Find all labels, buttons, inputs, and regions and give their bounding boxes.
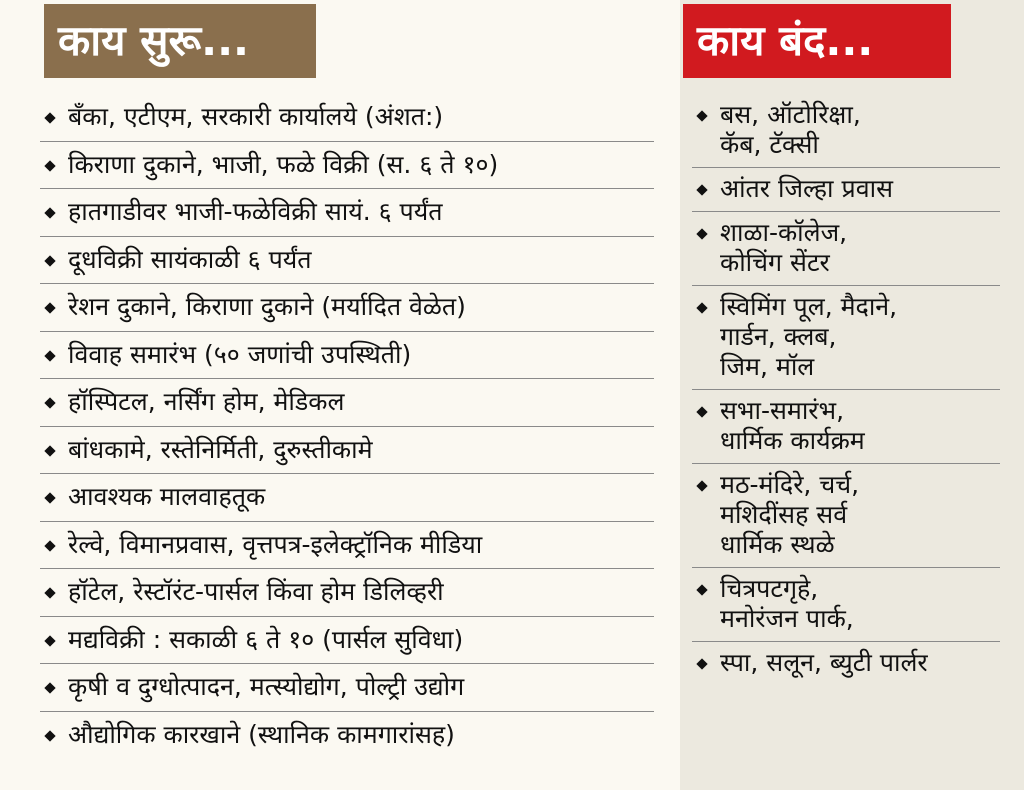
closed-item-text: स्पा, सलून, ब्युटी पार्लर — [720, 648, 928, 677]
diamond-bullet-icon — [44, 207, 55, 218]
open-list-item — [40, 522, 654, 570]
open-item-text: विवाह समारंभ (५० जणांची उपस्थिती) — [68, 339, 412, 369]
closed-heading: काय बंद... — [683, 4, 951, 78]
open-list-item — [40, 569, 654, 617]
open-item-text: हातगाडीवर भाजी-फळेविक्री सायं. ६ पर्यंत — [68, 197, 443, 226]
open-list-item — [40, 332, 654, 380]
diamond-bullet-icon — [44, 445, 55, 456]
open-list-item — [40, 237, 654, 285]
open-item-text: रेशन दुकाने, किराणा दुकाने (मर्यादित वेळेत) — [68, 292, 466, 321]
open-item-text: हॉटेल, रेस्टॉरंट-पार्सल किंवा होम डिलिव्हरी — [68, 577, 444, 606]
diamond-bullet-icon — [696, 406, 707, 417]
open-list — [40, 94, 654, 759]
open-item-text: कृषी व दुग्धोत्पादन, मत्स्योद्योग, पोल्ट्री उद्योग — [68, 672, 465, 701]
diamond-bullet-icon — [44, 635, 55, 646]
closed-list-item — [692, 212, 1000, 286]
open-item-text: किराणा दुकाने, भाजी, फळे विक्री (स. ६ ते १०) — [68, 149, 499, 179]
open-item-text: औद्योगिक कारखाने (स्थानिक कामगारांसह) — [68, 719, 455, 749]
diamond-bullet-icon — [44, 492, 55, 503]
closed-item-text: चित्रपटगृहे, मनोरंजन पार्क, — [720, 574, 854, 633]
open-list-item — [40, 284, 654, 332]
closed-list-item — [692, 94, 1000, 168]
diamond-bullet-icon — [44, 160, 55, 171]
diamond-bullet-icon — [696, 584, 707, 595]
open-list-item — [40, 664, 654, 712]
open-list-item — [40, 94, 654, 142]
diamond-bullet-icon — [696, 110, 707, 121]
closed-list-item — [692, 168, 1000, 212]
diamond-bullet-icon — [696, 184, 707, 195]
open-list-item — [40, 379, 654, 427]
diamond-bullet-icon — [44, 397, 55, 408]
closed-item-text: स्विमिंग पूल, मैदाने, गार्डन, क्लब, जिम, मॉल — [720, 292, 898, 381]
open-list-item — [40, 427, 654, 475]
diamond-bullet-icon — [696, 228, 707, 239]
closed-list-item — [692, 568, 1000, 642]
diamond-bullet-icon — [44, 350, 55, 361]
diamond-bullet-icon — [44, 255, 55, 266]
diamond-bullet-icon — [696, 302, 707, 313]
closed-item-text: बस, ऑटोरिक्षा, कॅब, टॅक्सी — [720, 100, 861, 159]
open-item-text: दूधविक्री सायंकाळी ६ पर्यंत — [68, 244, 312, 274]
closed-item-text: आंतर जिल्हा प्रवास — [720, 174, 893, 203]
closed-item-text: मठ-मंदिरे, चर्च, मशिदींसह सर्व धार्मिक स्थळे — [720, 470, 860, 559]
diamond-bullet-icon — [44, 540, 55, 551]
closed-list-item — [692, 390, 1000, 464]
open-list-item — [40, 617, 654, 665]
open-list-item — [40, 189, 654, 237]
diamond-bullet-icon — [696, 480, 707, 491]
closed-item-text: सभा-समारंभ, धार्मिक कार्यक्रम — [720, 396, 865, 455]
diamond-bullet-icon — [44, 730, 55, 741]
closed-list-item — [692, 642, 1000, 685]
diamond-bullet-icon — [44, 587, 55, 598]
open-item-text: बांधकामे, रस्तेनिर्मिती, दुरुस्तीकामे — [68, 434, 373, 464]
open-item-text: बँका, एटीएम, सरकारी कार्यालये (अंशत:) — [68, 102, 444, 131]
open-list-item — [40, 474, 654, 522]
diamond-bullet-icon — [44, 112, 55, 123]
closed-list — [692, 94, 1000, 685]
diamond-bullet-icon — [44, 682, 55, 693]
open-list-item — [40, 142, 654, 190]
open-item-text: हॉस्पिटल, नर्सिंग होम, मेडिकल — [68, 387, 345, 416]
open-item-text: मद्यविक्री : सकाळी ६ ते १० (पार्सल सुविधा) — [68, 624, 464, 654]
open-item-text: आवश्यक मालवाहतूक — [68, 482, 266, 511]
open-item-text: रेल्वे, विमानप्रवास, वृत्तपत्र-इलेक्ट्रॉनिक मीडिया — [68, 529, 483, 559]
diamond-bullet-icon — [44, 302, 55, 313]
open-heading: काय सुरू... — [44, 4, 316, 78]
open-list-item — [40, 712, 654, 760]
diamond-bullet-icon — [696, 658, 707, 669]
closed-list-item — [692, 464, 1000, 568]
closed-list-item — [692, 286, 1000, 390]
closed-item-text: शाळा-कॉलेज, कोचिंग सेंटर — [720, 218, 848, 277]
